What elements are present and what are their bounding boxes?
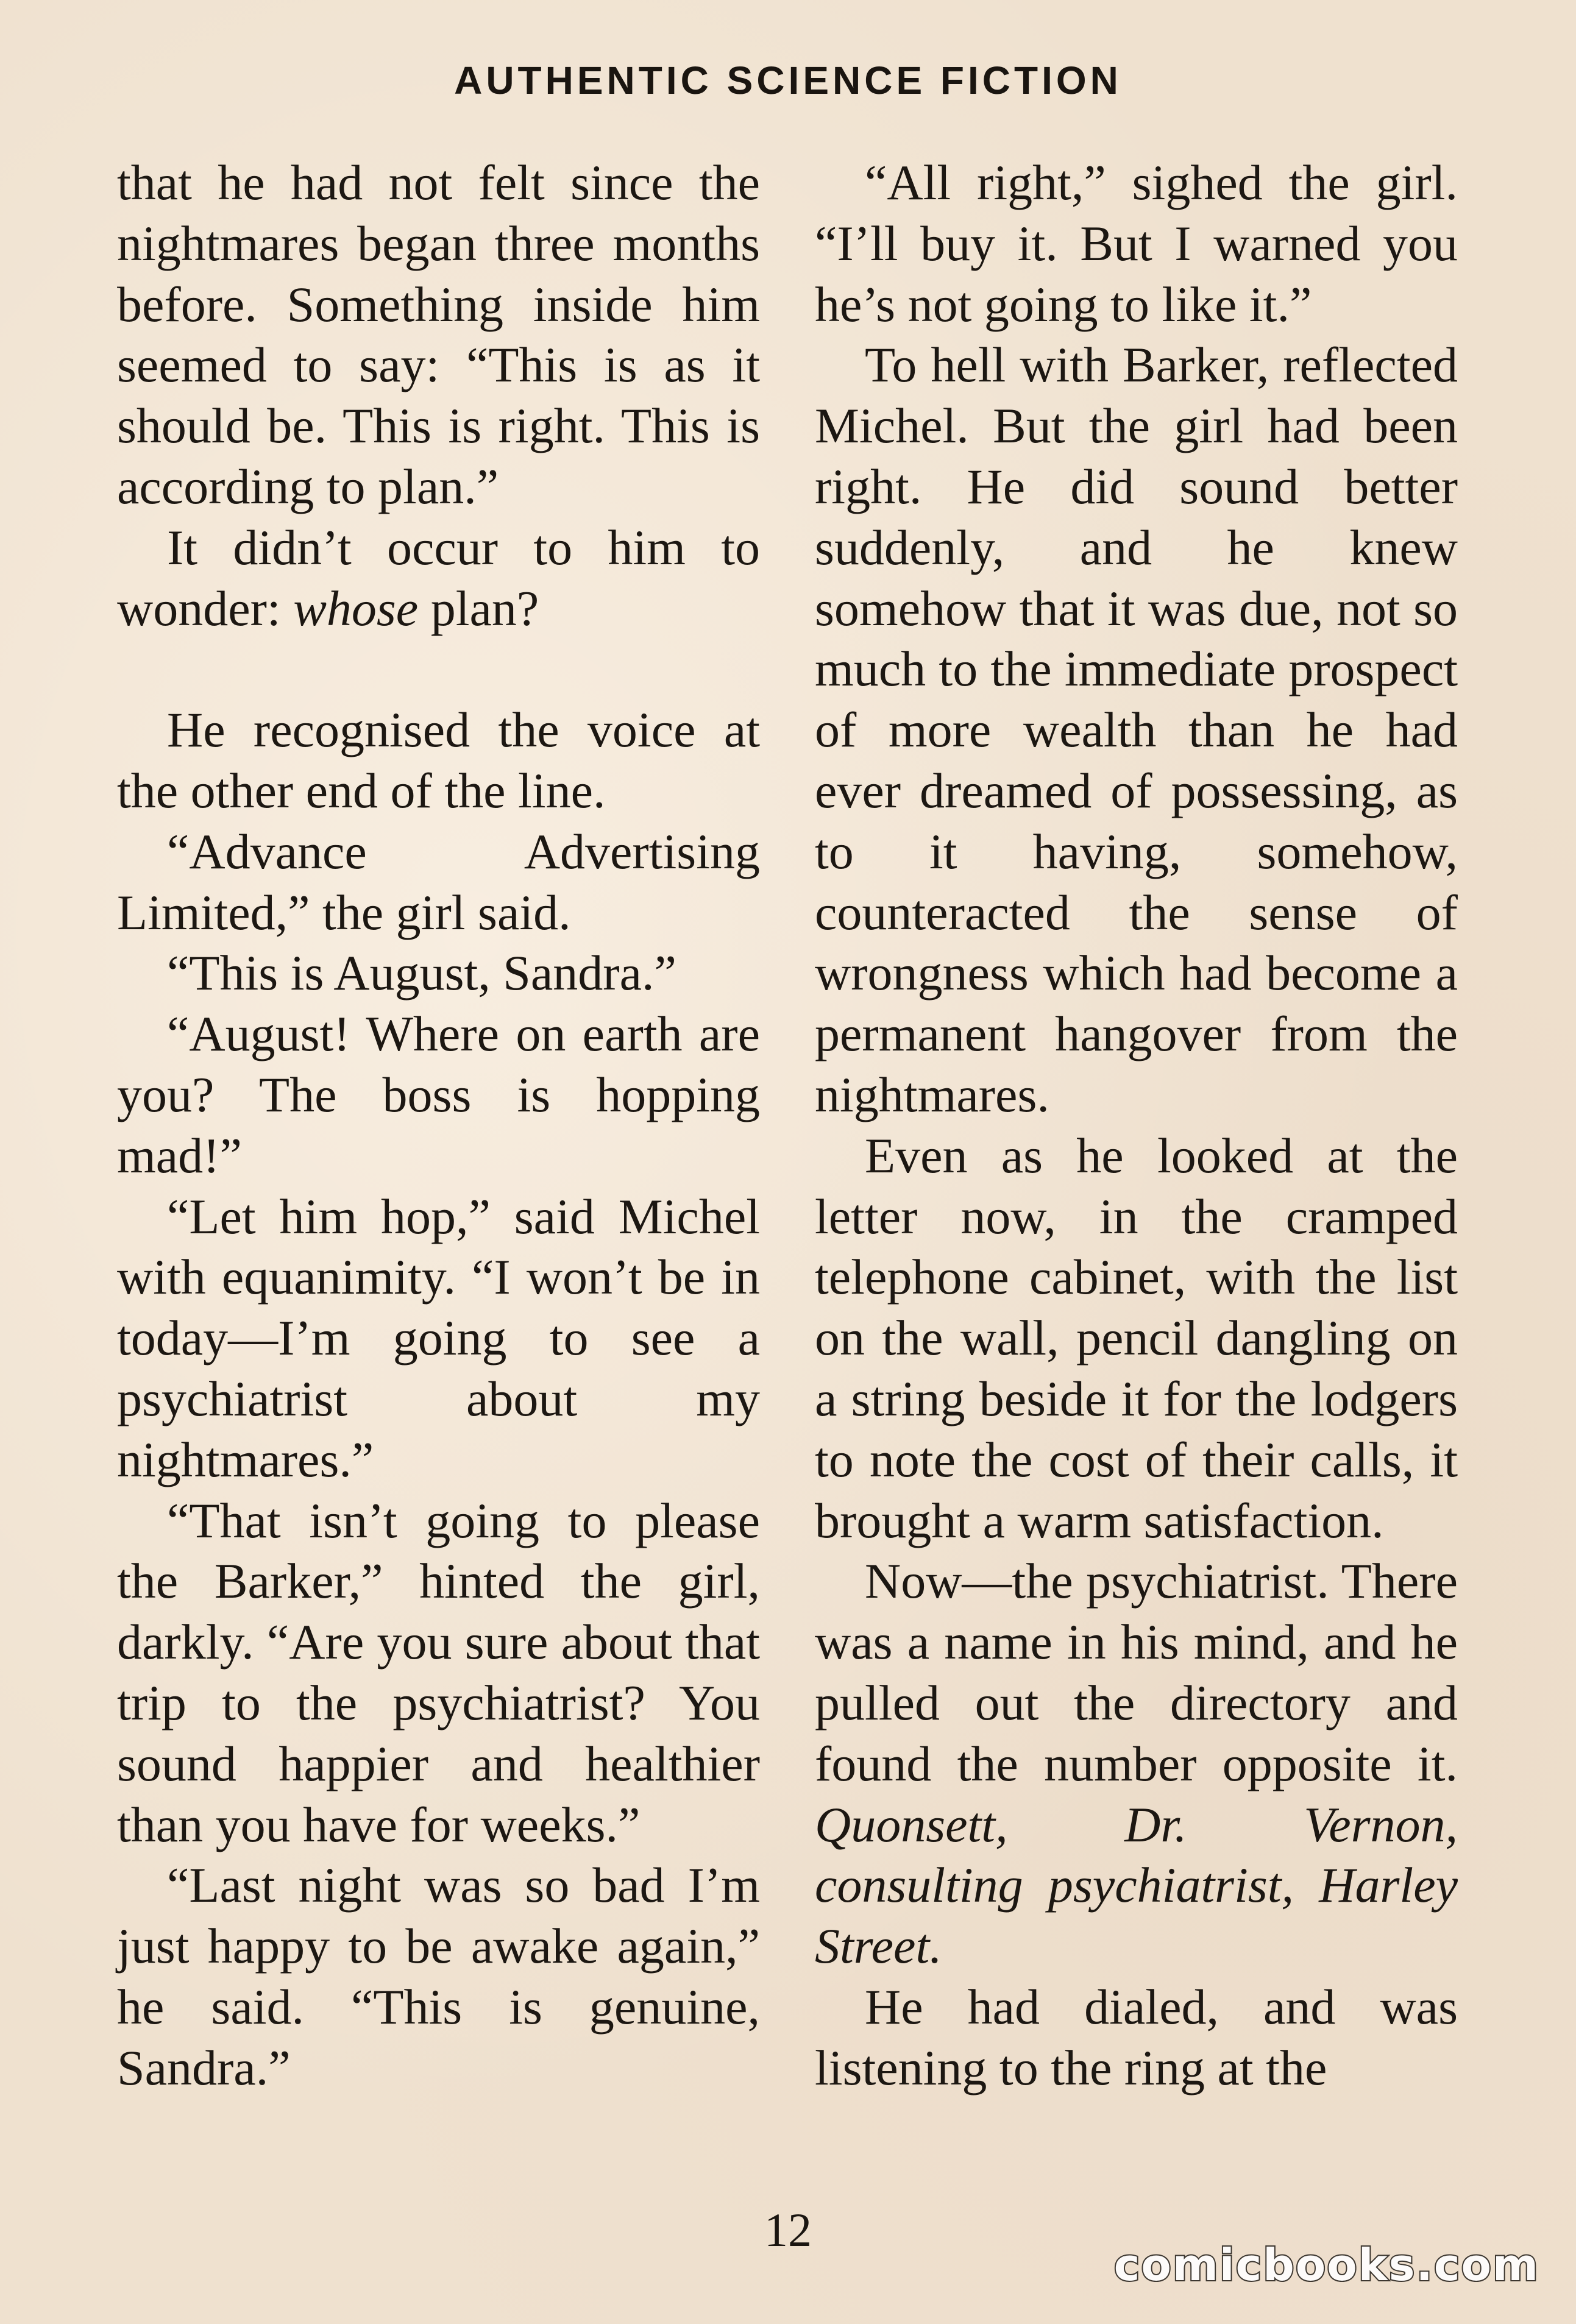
paragraph: “That isn’t going to please the Barker,” hinted the girl, darkly. “Are you sure about that trip to the psychiatrist? You sound happier and healthier than you have for weeks.” [117, 1492, 760, 1852]
paragraph: “August! Where on earth are you? The boss is hopping mad!” [117, 1006, 760, 1183]
paragraph: “All right,” sighed the girl. “I’ll buy it. But I warned you he’s not going to like it.” [815, 155, 1458, 332]
paragraph: He recognised the voice at the other end of the line. [117, 702, 760, 818]
paragraph: that he had not felt since the nightmares began three months before. Something inside him seemed to say: “This is as it should be. This is right. This is according to plan.” [117, 155, 760, 514]
watermark: comicbooks.com [1113, 2239, 1539, 2290]
paragraph: He had dialed, and was listening to the ring at the [815, 1979, 1458, 2095]
paragraph: “This is August, Sandra.” [167, 945, 676, 1001]
page-number: 12 [764, 2203, 812, 2256]
italic-text: Quonsett, Dr. Vernon, consulting psychiatrist, Harley Street. [815, 1796, 1458, 1974]
left-column [117, 152, 760, 2099]
right-column [815, 152, 1458, 2099]
italic-word: whose [293, 580, 419, 636]
running-head: AUTHENTIC SCIENCE FICTION [454, 58, 1122, 102]
paragraph [117, 517, 760, 639]
paragraph-text: plan? [418, 580, 539, 636]
paragraph [815, 1551, 1458, 1977]
paragraph: To hell with Barker, reflected Michel. But the girl had been right. He did sound better suddenly, and he knew somehow that it was due, not so much to the immediate prospect of more wealth than he had ever dreamed of possessing, as to it having, somehow, counteracted the sense of wrongness which had become a permanent hangover from the nightmares. [815, 337, 1458, 1122]
paragraph-text: Now—the psychiatrist. There was a name in his mind, and he pulled out the directory and found the number opposite it. [815, 1553, 1458, 1791]
paragraph: “Last night was so bad I’m just happy to be awake again,” he said. “This is genuine, Sandra.” [117, 1857, 760, 2095]
paragraph: “Let him hop,” said Michel with equanimity. “I won’t be in today—I’m going to see a psychiatrist about my nightmares.” [117, 1188, 760, 1487]
paragraph: “Advance Advertising Limited,” the girl said. [117, 823, 760, 940]
paragraph: Even as he looked at the letter now, in the cramped telephone cabinet, with the list on the wall, pencil dangling on a string beside it for the lodgers to note the cost of their calls, it brought a warm satisfaction. [815, 1127, 1458, 1548]
paragraph-text: It didn’t occur to him to wonder: [117, 519, 760, 636]
